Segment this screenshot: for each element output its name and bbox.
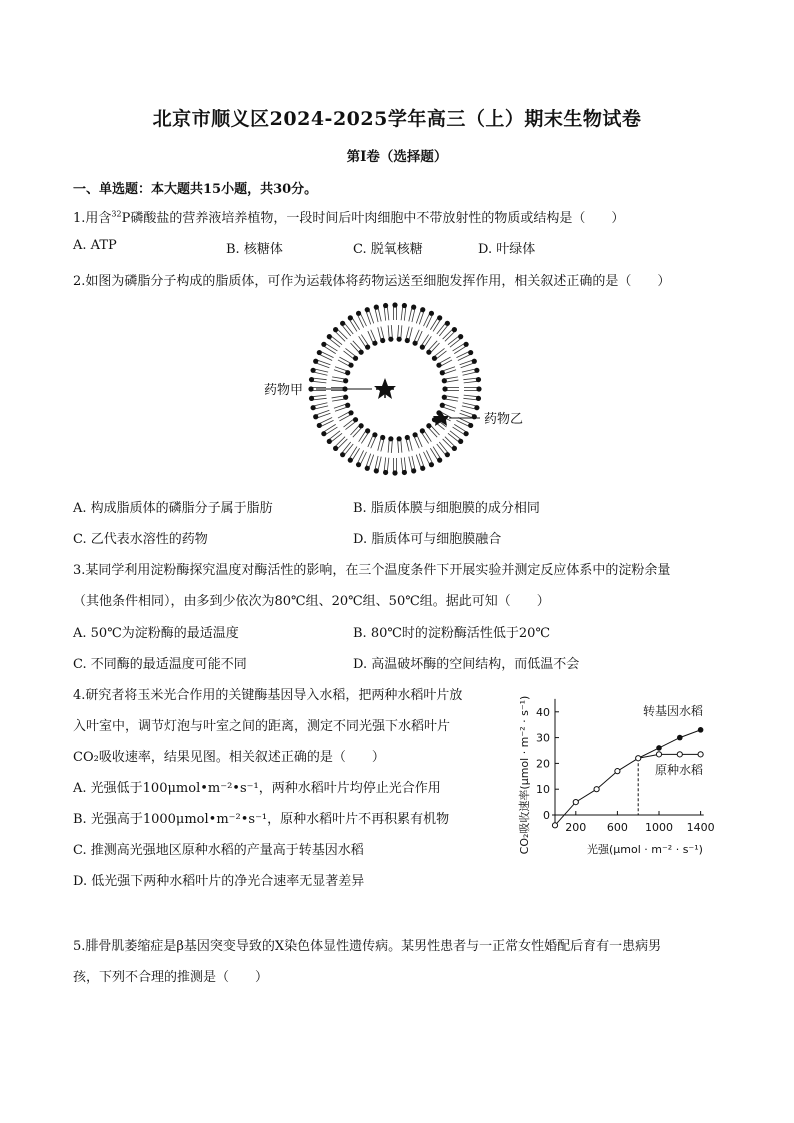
lipid-tail [453, 343, 466, 351]
y-tick-label: 20 [536, 757, 550, 771]
lipid-tail [344, 322, 353, 334]
lipid-head [317, 423, 322, 428]
question-5-line2: 孩，下列不合理的推测是（ ） [73, 970, 269, 985]
lipid-head [372, 341, 377, 346]
lipid-tail [332, 399, 346, 401]
lipid-tail [353, 427, 362, 437]
lipid-head [437, 315, 442, 320]
lipid-head [374, 468, 379, 473]
lipid-head [442, 395, 447, 400]
lipid-tail [417, 434, 423, 447]
lipid-head [411, 468, 416, 473]
lipid-tail [401, 325, 402, 339]
lipid-tail [409, 457, 412, 472]
lipid-tail [378, 457, 381, 472]
lipid-tail [426, 450, 433, 464]
y-tick-label: 30 [536, 731, 550, 745]
lipid-tail [430, 425, 439, 435]
lipid-tail [359, 430, 367, 442]
lipid-head [468, 423, 473, 428]
lipid-head [359, 423, 364, 428]
section-heading: 一、单选题：本大题共15小题，共30分。 [73, 182, 318, 197]
lipid-tail [433, 348, 444, 357]
lipid-head [309, 377, 314, 382]
lipid-head [472, 414, 477, 419]
lipid-head [445, 321, 450, 326]
lipid-tail [345, 421, 356, 430]
lipid-head [359, 350, 364, 355]
lipid-tail [437, 444, 446, 456]
lipid-tail [311, 381, 326, 383]
lipid-tail [345, 348, 356, 357]
q1-prefix: 1.用含 [73, 211, 112, 226]
lipid-tail [344, 444, 353, 456]
lipid-head [397, 337, 402, 342]
lipid-tail [456, 420, 470, 427]
lipid-head [348, 363, 353, 368]
lipid-tail [352, 317, 360, 330]
lipid-head [388, 337, 393, 342]
lipid-head [353, 417, 358, 422]
q4-option-c[interactable]: C. 推测高光强地区原种水稻的产量高于转基因水稻 [73, 843, 364, 858]
lipid-tail [349, 319, 357, 332]
lipid-tail [325, 343, 338, 351]
lipid-tail [344, 351, 355, 360]
drug-a-label: 药物甲 [264, 383, 304, 398]
lipid-head [464, 431, 469, 436]
lipid-tail [339, 414, 351, 421]
y-tick-label: 10 [536, 783, 550, 797]
original-rice-point [573, 800, 578, 805]
q2-option-b[interactable]: B. 脂质体膜与细胞膜的成分相同 [353, 501, 540, 516]
page-title: 北京市顺义区2024-2025学年高三（上）期末生物试卷 [152, 108, 642, 130]
lipid-tail [423, 452, 430, 466]
lipid-head [340, 321, 345, 326]
question-5-line1: 5.腓骨肌萎缩症是β基因突变导致的X染色体显性遗传病。某男性患者与一正常女性婚配后育有一患病男 [73, 939, 662, 954]
lipid-head [412, 341, 417, 346]
lipid-head [365, 307, 370, 312]
lipid-head [388, 436, 393, 441]
lipid-tail [361, 432, 369, 444]
lipid-tail [428, 427, 437, 437]
q2-option-c[interactable]: C. 乙代表水溶性的药物 [73, 532, 208, 547]
lipid-head [343, 395, 348, 400]
lipid-head [420, 466, 425, 471]
lipid-tail [414, 330, 420, 343]
lipid-head [437, 458, 442, 463]
original-rice-point [698, 752, 703, 757]
lipid-head [476, 377, 481, 382]
lipid-tail [433, 447, 441, 460]
question-4-line2: 入叶室中，调节灯泡与叶室之间的距离，测定不同光强下水稻叶片 [73, 719, 451, 734]
lipid-tail [426, 314, 433, 328]
question-4-line1: 4.研究者将玉米光合作用的关键酶基因导入水稻，把两种水稻叶片放 [73, 688, 463, 703]
lipid-tail [417, 331, 423, 344]
lipid-tail [357, 314, 364, 328]
lipid-tail [440, 360, 452, 367]
lipid-head [313, 414, 318, 419]
lipid-head [321, 342, 326, 347]
lipid-head [426, 350, 431, 355]
lipid-tail [388, 325, 389, 339]
lipid-tail [401, 458, 403, 473]
lipid-tail [464, 395, 479, 397]
lipid-tail [444, 377, 458, 379]
lipid-tail [458, 354, 472, 361]
x-tick-label: 1400 [686, 821, 715, 834]
lipid-tail [387, 305, 389, 320]
lipid-head [442, 378, 447, 383]
lipid-head [333, 327, 338, 332]
lipid-tail [311, 395, 326, 397]
lipid-tail [424, 336, 432, 348]
lipid-tail [353, 341, 362, 351]
lipid-head [411, 305, 416, 310]
lipid-tail [328, 338, 340, 347]
drug-a-star-icon [374, 378, 396, 399]
q1-option-d[interactable]: D. 叶绿体 [478, 242, 536, 257]
question-3-line2: （其他条件相同），由多到少依次为80℃组、20℃组、50℃组。据此可知（ ） [73, 594, 550, 609]
lipid-head [412, 432, 417, 437]
lipid-head [327, 334, 332, 339]
original-rice-point [636, 756, 641, 761]
lipid-head [476, 386, 481, 391]
lipid-head [476, 396, 481, 401]
lipid-head [472, 359, 477, 364]
lipid-tail [456, 351, 470, 358]
lipid-tail [409, 307, 412, 322]
lipid-tail [428, 341, 437, 351]
q4-option-b[interactable]: B. 光强高于1000μmol•m⁻²•s⁻¹，原种水稻叶片不再积累有机物 [73, 812, 450, 827]
lipid-head [432, 356, 437, 361]
lipid-tail [387, 458, 389, 473]
lipid-tail [368, 331, 374, 344]
lipid-tail [350, 343, 359, 353]
lipid-head [345, 370, 350, 375]
lipid-tail [352, 448, 360, 461]
y-axis-label: CO₂吸收速率(μmol · m⁻² · s⁻¹) [518, 695, 531, 855]
x-axis-label: 光强(μmol · m⁻² · s⁻¹) [587, 843, 703, 856]
lipid-tail [435, 351, 446, 360]
lipid-head [452, 327, 457, 332]
question-1 [73, 207, 624, 226]
liposome-diagram [250, 300, 540, 485]
lipid-head [321, 431, 326, 436]
lipid-tail [359, 336, 367, 348]
drug-b-label: 药物乙 [484, 412, 524, 427]
lipid-head [440, 370, 445, 375]
lipid-tail [344, 418, 355, 427]
lipid-head [327, 439, 332, 444]
lipid-head [365, 345, 370, 350]
lipid-tail [338, 411, 350, 418]
lipid-head [458, 334, 463, 339]
lipid-tail [414, 435, 420, 448]
lipid-tail [430, 343, 439, 353]
lipid-tail [339, 357, 351, 364]
lipid-head [436, 363, 441, 368]
lipid-head [405, 435, 410, 440]
question-4-line3: CO₂吸收速率，结果见图。相关叙述正确的是（ ） [73, 750, 385, 765]
lipid-head [405, 338, 410, 343]
lipid-tail [319, 354, 333, 361]
lipid-head [356, 311, 361, 316]
lipid-head [464, 342, 469, 347]
transgenic-rice-point [656, 745, 662, 751]
lipid-tail [450, 431, 462, 440]
lipid-tail [323, 424, 336, 432]
lipid-head [348, 458, 353, 463]
lipid-head [311, 368, 316, 373]
lipid-tail [463, 403, 478, 406]
lipid-head [309, 396, 314, 401]
lipid-tail [401, 439, 402, 453]
lipid-head [468, 350, 473, 355]
x-tick-label: 200 [565, 821, 587, 834]
lipid-tail [430, 317, 438, 330]
lipid-tail [437, 322, 446, 334]
lipid-tail [360, 313, 367, 327]
lipid-tail [323, 346, 336, 354]
lipid-head [348, 410, 353, 415]
q2-option-a[interactable]: A. 构成脂质体的磷脂分子属于脂肪 [73, 501, 273, 516]
lipid-head [372, 432, 377, 437]
original-rice-point [552, 823, 557, 828]
lipid-tail [454, 424, 467, 432]
lipid-head [440, 403, 445, 408]
lipid-tail [454, 346, 467, 354]
lipid-tail [450, 338, 462, 347]
lipid-head [383, 303, 388, 308]
q4-option-d[interactable]: D. 低光强下两种水稻叶片的净光合速率无显著差异 [73, 874, 365, 889]
lipid-head [445, 452, 450, 457]
lipid-tail [423, 313, 430, 327]
lipid-tail [371, 435, 377, 448]
lipid-head [383, 470, 388, 475]
q4-option-a[interactable]: A. 光强低于100μmol•m⁻²•s⁻¹，两种水稻叶片均停止光合作用 [73, 781, 441, 796]
lipid-head [420, 345, 425, 350]
original-rice-point [594, 787, 599, 792]
lipid-tail [371, 330, 377, 343]
lipid-tail [349, 447, 357, 460]
lipid-head [402, 470, 407, 475]
page-subtitle: 第I卷（选择题） [346, 149, 448, 165]
lipid-tail [464, 381, 479, 383]
lipid-head [429, 311, 434, 316]
lipid-head [380, 338, 385, 343]
lipid-tail [421, 432, 429, 444]
lipid-tail [430, 448, 438, 461]
lipid-tail [409, 437, 412, 451]
q1-option-c[interactable]: C. 脱氧核糖 [353, 242, 423, 257]
lipid-tail [421, 335, 429, 347]
original-rice-point [656, 752, 661, 757]
lipid-head [340, 452, 345, 457]
lipid-head [474, 405, 479, 410]
lipid-tail [328, 431, 340, 440]
lipid-head [348, 315, 353, 320]
series-label-original: 原种水稻 [655, 763, 704, 777]
co2-absorption-chart [515, 683, 730, 873]
lipid-head [374, 305, 379, 310]
lipid-head [392, 470, 397, 475]
q1-text: P磷酸盐的营养液培养植物，一段时间后叶肉细胞中不带放射性的物质或结构是（ ） [121, 211, 625, 226]
lipid-head [474, 368, 479, 373]
lipid-head [429, 462, 434, 467]
lipid-tail [444, 399, 458, 401]
lipid-head [420, 307, 425, 312]
lipid-tail [378, 437, 381, 451]
q1-superscript: 32 [111, 209, 122, 219]
lipid-head [311, 405, 316, 410]
lipid-head [392, 302, 397, 307]
lipid-tail [360, 452, 367, 466]
lipid-tail [313, 403, 328, 406]
lipid-tail [388, 439, 389, 453]
lipid-tail [409, 327, 412, 341]
lipid-tail [332, 377, 346, 379]
lipid-tail [401, 305, 403, 320]
question-2: 2.如图为磷脂分子构成的脂质体，可作为运载体将药物运送至细胞发挥作用，相关叙述正确的是（ ） [73, 274, 671, 289]
lipid-head [353, 356, 358, 361]
series-label-transgenic: 转基因水稻 [643, 704, 704, 718]
lipid-head [397, 436, 402, 441]
lipid-head [333, 446, 338, 451]
drug-b-star-icon [433, 411, 449, 426]
q2-option-d[interactable]: D. 脂质体可与细胞膜融合 [353, 532, 502, 547]
q3-option-c[interactable]: C. 不同酶的最适温度可能不同 [73, 657, 247, 672]
lipid-tail [313, 372, 328, 375]
lipid-head [356, 462, 361, 467]
q3-option-d[interactable]: D. 高温破坏酶的空间结构，而低温不会 [353, 657, 580, 672]
lipid-tail [368, 434, 374, 447]
lipid-tail [438, 357, 450, 364]
lipid-head [317, 350, 322, 355]
q1-option-a[interactable]: A. ATP [73, 238, 117, 253]
lipid-head [458, 439, 463, 444]
lipid-head [313, 359, 318, 364]
y-tick-label: 0 [543, 809, 550, 822]
lipid-head [442, 386, 447, 391]
lipid-tail [463, 372, 478, 375]
lipid-tail [319, 417, 333, 424]
lipid-head [308, 386, 313, 391]
lipid-tail [320, 351, 334, 358]
lipid-tail [361, 335, 369, 347]
lipid-tail [325, 427, 338, 435]
transgenic-rice-point [698, 727, 704, 733]
lipid-tail [350, 425, 359, 435]
y-tick-label: 40 [536, 705, 550, 719]
question-3-line1: 3.某同学利用淀粉酶探究温度对酶活性的影响，在三个温度条件下开展实验并测定反应体系中的淀粉余量 [73, 563, 671, 578]
transgenic-rice-point [677, 735, 683, 741]
lipid-tail [453, 427, 466, 435]
lipid-tail [378, 307, 381, 322]
lipid-head [426, 423, 431, 428]
lipid-tail [378, 327, 381, 341]
x-tick-label: 1000 [645, 821, 673, 834]
q3-option-b[interactable]: B. 80℃时的淀粉酶活性低于20℃ [353, 626, 550, 641]
original-rice-point [615, 769, 620, 774]
lipid-head [365, 428, 370, 433]
lipid-tail [357, 450, 364, 464]
original-rice-point [677, 752, 682, 757]
lipid-tail [433, 319, 441, 332]
q3-option-a[interactable]: A. 50℃为淀粉酶的最适温度 [73, 626, 239, 641]
q1-option-b[interactable]: B. 核糖体 [226, 242, 283, 257]
lipid-tail [424, 430, 432, 442]
lipid-head [420, 428, 425, 433]
lipid-head [345, 403, 350, 408]
x-tick-label: 600 [606, 821, 628, 834]
lipid-tail [338, 360, 350, 367]
lipid-head [452, 446, 457, 451]
lipid-head [380, 435, 385, 440]
lipid-head [402, 303, 407, 308]
lipid-head [365, 466, 370, 471]
lipid-head [343, 378, 348, 383]
lipid-tail [320, 420, 334, 427]
